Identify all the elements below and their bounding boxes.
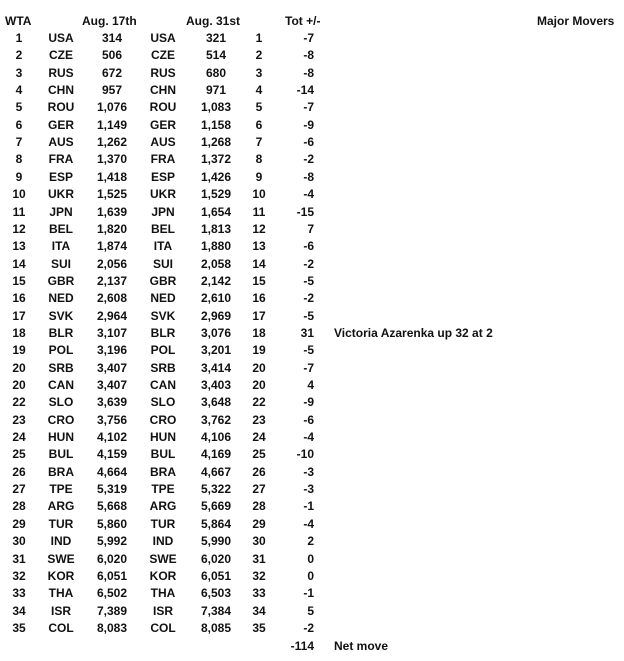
rank-aug31: 17 bbox=[252, 309, 266, 323]
rank-cell: 25 bbox=[12, 447, 26, 461]
points-aug17: 506 bbox=[101, 48, 123, 62]
country-aug17: HUN bbox=[48, 430, 74, 444]
total-change: -3 bbox=[303, 482, 314, 496]
rank-aug31: 30 bbox=[252, 534, 266, 548]
rank-aug31: 2 bbox=[255, 48, 263, 62]
rank-aug31: 1 bbox=[255, 31, 263, 45]
country-aug17: TUR bbox=[48, 517, 74, 531]
rank-cell: 8 bbox=[15, 152, 23, 166]
total-change: 0 bbox=[307, 569, 314, 583]
points-aug31: 6,051 bbox=[200, 569, 232, 583]
points-aug17: 1,418 bbox=[96, 170, 128, 184]
country-aug31: ITA bbox=[153, 239, 173, 253]
rank-cell: 27 bbox=[12, 482, 26, 496]
rank-aug31: 15 bbox=[252, 274, 266, 288]
country-aug31: TUR bbox=[150, 517, 176, 531]
points-aug31: 680 bbox=[205, 66, 227, 80]
rank-aug31: 11 bbox=[252, 205, 266, 219]
country-aug17: FRA bbox=[48, 152, 74, 166]
country-aug17: BLR bbox=[48, 326, 74, 340]
rank-aug31: 25 bbox=[252, 447, 266, 461]
total-change: -6 bbox=[303, 413, 314, 427]
country-aug17: UKR bbox=[48, 187, 74, 201]
points-aug17: 1,370 bbox=[96, 152, 128, 166]
country-aug17: SWE bbox=[47, 552, 75, 566]
total-change: -1 bbox=[303, 586, 314, 600]
rank-cell: 15 bbox=[12, 274, 26, 288]
total-change: -2 bbox=[303, 152, 314, 166]
points-aug17: 7,389 bbox=[96, 604, 128, 618]
points-aug31: 6,020 bbox=[200, 552, 232, 566]
points-aug17: 1,076 bbox=[96, 100, 128, 114]
country-aug17: BUL bbox=[48, 447, 74, 461]
country-aug31: HUN bbox=[150, 430, 176, 444]
points-aug17: 3,196 bbox=[96, 343, 128, 357]
points-aug17: 314 bbox=[101, 31, 123, 45]
points-aug31: 5,322 bbox=[200, 482, 232, 496]
points-aug31: 1,880 bbox=[200, 239, 232, 253]
country-aug17: CRO bbox=[47, 413, 75, 427]
rank-cell: 18 bbox=[12, 326, 26, 340]
country-aug31: SRB bbox=[150, 361, 176, 375]
points-aug31: 4,667 bbox=[200, 465, 232, 479]
rank-aug31: 4 bbox=[255, 83, 263, 97]
points-aug31: 3,414 bbox=[200, 361, 232, 375]
total-change: -1 bbox=[303, 499, 314, 513]
points-aug31: 2,610 bbox=[200, 291, 232, 305]
country-aug31: JPN bbox=[151, 205, 175, 219]
country-aug17: GER bbox=[47, 118, 74, 132]
rank-cell: 1 bbox=[15, 31, 23, 45]
country-aug17: RUS bbox=[48, 66, 74, 80]
points-aug31: 4,106 bbox=[200, 430, 232, 444]
points-aug31: 1,426 bbox=[200, 170, 232, 184]
points-aug31: 3,403 bbox=[200, 378, 232, 392]
rank-aug31: 16 bbox=[252, 291, 266, 305]
total-change: 7 bbox=[307, 222, 314, 236]
rank-aug31: 9 bbox=[255, 170, 263, 184]
rank-cell: 4 bbox=[15, 83, 23, 97]
rank-aug31: 28 bbox=[252, 499, 266, 513]
total-change: -6 bbox=[303, 239, 314, 253]
country-aug31: CRO bbox=[149, 413, 177, 427]
rank-cell: 2 bbox=[15, 48, 23, 62]
points-aug31: 5,990 bbox=[200, 534, 232, 548]
points-aug31: 4,169 bbox=[200, 447, 232, 461]
country-aug31: THA bbox=[150, 586, 176, 600]
points-aug17: 3,407 bbox=[96, 378, 128, 392]
rank-aug31: 31 bbox=[252, 552, 266, 566]
points-aug31: 1,268 bbox=[200, 135, 232, 149]
points-aug31: 514 bbox=[205, 48, 227, 62]
points-aug17: 3,756 bbox=[96, 413, 128, 427]
country-aug31: IND bbox=[152, 534, 174, 548]
rank-aug31: 33 bbox=[252, 586, 266, 600]
rank-cell: 35 bbox=[12, 621, 26, 635]
country-aug17: ARG bbox=[47, 499, 75, 513]
country-aug31: UKR bbox=[150, 187, 176, 201]
total-change: -14 bbox=[296, 83, 314, 97]
points-aug17: 1,525 bbox=[96, 187, 128, 201]
total-change: -5 bbox=[303, 343, 314, 357]
total-change: 31 bbox=[300, 326, 314, 340]
total-change: -8 bbox=[303, 170, 314, 184]
country-aug31: SVK bbox=[150, 309, 176, 323]
points-aug17: 5,860 bbox=[96, 517, 128, 531]
total-change: 4 bbox=[307, 378, 314, 392]
country-aug17: ESP bbox=[48, 170, 73, 184]
total-change: -6 bbox=[303, 135, 314, 149]
points-aug31: 3,201 bbox=[200, 343, 232, 357]
rank-cell: 10 bbox=[12, 187, 26, 201]
country-aug31: GBR bbox=[149, 274, 177, 288]
rank-cell: 3 bbox=[15, 66, 23, 80]
total-change: -3 bbox=[303, 465, 314, 479]
rank-cell: 19 bbox=[12, 343, 26, 357]
points-aug31: 2,142 bbox=[200, 274, 232, 288]
total-change: -7 bbox=[303, 361, 314, 375]
country-aug17: ROU bbox=[47, 100, 75, 114]
points-aug17: 6,502 bbox=[96, 586, 128, 600]
points-aug17: 1,874 bbox=[96, 239, 128, 253]
net-move-value: -114 bbox=[290, 639, 314, 653]
rank-cell: 20 bbox=[12, 378, 26, 392]
header-tot: Tot +/- bbox=[285, 14, 321, 28]
country-aug31: POL bbox=[150, 343, 176, 357]
country-aug31: KOR bbox=[149, 569, 177, 583]
country-aug31: BRA bbox=[150, 465, 176, 479]
country-aug31: COL bbox=[150, 621, 176, 635]
points-aug17: 3,107 bbox=[96, 326, 128, 340]
rank-aug31: 27 bbox=[252, 482, 266, 496]
rank-cell: 23 bbox=[12, 413, 26, 427]
country-aug17: USA bbox=[48, 31, 74, 45]
header-aug31: Aug. 31st bbox=[186, 14, 241, 28]
total-change: 2 bbox=[307, 534, 314, 548]
rank-aug31: 23 bbox=[252, 413, 266, 427]
points-aug17: 1,262 bbox=[96, 135, 128, 149]
points-aug31: 1,813 bbox=[200, 222, 232, 236]
rank-cell: 13 bbox=[12, 239, 26, 253]
points-aug17: 4,664 bbox=[96, 465, 128, 479]
rank-aug31: 5 bbox=[255, 100, 263, 114]
total-change: -5 bbox=[303, 274, 314, 288]
points-aug17: 672 bbox=[101, 66, 123, 80]
rank-cell: 31 bbox=[12, 552, 26, 566]
rank-aug31: 13 bbox=[252, 239, 266, 253]
total-change: -15 bbox=[296, 205, 314, 219]
total-change: -2 bbox=[303, 291, 314, 305]
country-aug17: GBR bbox=[47, 274, 75, 288]
rank-cell: 7 bbox=[15, 135, 23, 149]
rank-cell: 14 bbox=[12, 257, 26, 271]
points-aug31: 5,864 bbox=[200, 517, 232, 531]
country-aug17: SRB bbox=[48, 361, 74, 375]
total-change: -10 bbox=[296, 447, 314, 461]
rank-cell: 30 bbox=[12, 534, 26, 548]
points-aug17: 2,608 bbox=[96, 291, 128, 305]
points-aug17: 5,319 bbox=[96, 482, 128, 496]
rank-cell: 34 bbox=[12, 604, 26, 618]
country-aug31: RUS bbox=[150, 66, 176, 80]
rank-aug31: 12 bbox=[252, 222, 266, 236]
country-aug31: ARG bbox=[149, 499, 177, 513]
rank-cell: 29 bbox=[12, 517, 26, 531]
rank-cell: 17 bbox=[12, 309, 26, 323]
rank-cell: 20 bbox=[12, 361, 26, 375]
country-aug17: ITA bbox=[51, 239, 71, 253]
points-aug31: 1,083 bbox=[200, 100, 232, 114]
points-aug31: 2,969 bbox=[200, 309, 232, 323]
points-aug31: 1,529 bbox=[200, 187, 232, 201]
rank-aug31: 20 bbox=[252, 361, 266, 375]
points-aug31: 321 bbox=[205, 31, 227, 45]
rank-cell: 28 bbox=[12, 499, 26, 513]
rank-aug31: 35 bbox=[252, 621, 266, 635]
country-aug17: COL bbox=[48, 621, 74, 635]
rank-aug31: 20 bbox=[252, 378, 266, 392]
country-aug31: AUS bbox=[150, 135, 176, 149]
country-aug17: CHN bbox=[48, 83, 74, 97]
country-aug31: FRA bbox=[150, 152, 176, 166]
rank-aug31: 7 bbox=[255, 135, 263, 149]
rank-aug31: 18 bbox=[252, 326, 266, 340]
points-aug17: 1,639 bbox=[96, 205, 128, 219]
header-wta: WTA bbox=[5, 14, 32, 28]
total-change: -9 bbox=[303, 395, 314, 409]
rank-aug31: 10 bbox=[252, 187, 266, 201]
country-aug17: KOR bbox=[47, 569, 75, 583]
country-aug31: SLO bbox=[150, 395, 176, 409]
points-aug17: 1,149 bbox=[96, 118, 128, 132]
country-aug31: ISR bbox=[152, 604, 173, 618]
country-aug17: NED bbox=[48, 291, 74, 305]
country-aug31: SUI bbox=[152, 257, 173, 271]
country-aug17: TPE bbox=[49, 482, 73, 496]
country-aug31: GER bbox=[149, 118, 176, 132]
points-aug31: 5,669 bbox=[200, 499, 232, 513]
total-change: -7 bbox=[303, 31, 314, 45]
rank-aug31: 24 bbox=[252, 430, 266, 444]
points-aug17: 6,051 bbox=[96, 569, 128, 583]
country-aug31: CHN bbox=[150, 83, 176, 97]
points-aug31: 2,058 bbox=[200, 257, 232, 271]
major-mover-note: Victoria Azarenka up 32 at 2 bbox=[334, 326, 493, 340]
rank-cell: 22 bbox=[12, 395, 26, 409]
total-change: -5 bbox=[303, 309, 314, 323]
points-aug17: 3,639 bbox=[96, 395, 128, 409]
country-aug17: ISR bbox=[50, 604, 71, 618]
total-change: -4 bbox=[303, 517, 314, 531]
country-aug31: CAN bbox=[150, 378, 176, 392]
rank-cell: 24 bbox=[12, 430, 26, 444]
rank-aug31: 19 bbox=[252, 343, 266, 357]
country-aug31: TPE bbox=[151, 482, 175, 496]
points-aug17: 8,083 bbox=[96, 621, 128, 635]
points-aug31: 8,085 bbox=[200, 621, 232, 635]
rank-aug31: 3 bbox=[255, 66, 263, 80]
country-aug31: CZE bbox=[151, 48, 175, 62]
points-aug17: 3,407 bbox=[96, 361, 128, 375]
total-change: -4 bbox=[303, 430, 314, 444]
points-aug17: 5,668 bbox=[96, 499, 128, 513]
rank-aug31: 8 bbox=[255, 152, 263, 166]
country-aug17: SUI bbox=[50, 257, 71, 271]
rank-cell: 16 bbox=[12, 291, 26, 305]
rank-aug31: 6 bbox=[255, 118, 263, 132]
country-aug31: SWE bbox=[149, 552, 177, 566]
country-aug17: IND bbox=[50, 534, 72, 548]
total-change: -2 bbox=[303, 257, 314, 271]
country-aug31: NED bbox=[150, 291, 176, 305]
total-change: -7 bbox=[303, 100, 314, 114]
points-aug17: 1,820 bbox=[96, 222, 128, 236]
points-aug17: 2,964 bbox=[96, 309, 128, 323]
points-aug17: 4,102 bbox=[96, 430, 128, 444]
country-aug31: USA bbox=[150, 31, 176, 45]
rank-cell: 9 bbox=[15, 170, 23, 184]
total-change: -8 bbox=[303, 48, 314, 62]
points-aug31: 3,076 bbox=[200, 326, 232, 340]
points-aug31: 1,654 bbox=[200, 205, 232, 219]
country-aug31: ROU bbox=[149, 100, 177, 114]
rank-aug31: 22 bbox=[252, 395, 266, 409]
rank-aug31: 26 bbox=[252, 465, 266, 479]
rank-cell: 11 bbox=[12, 205, 26, 219]
rank-cell: 6 bbox=[15, 118, 23, 132]
points-aug31: 7,384 bbox=[200, 604, 232, 618]
country-aug17: CZE bbox=[49, 48, 73, 62]
rank-aug31: 34 bbox=[252, 604, 266, 618]
points-aug31: 971 bbox=[205, 83, 227, 97]
rank-cell: 32 bbox=[12, 569, 26, 583]
points-aug17: 6,020 bbox=[96, 552, 128, 566]
points-aug17: 2,137 bbox=[96, 274, 128, 288]
rank-cell: 5 bbox=[15, 100, 23, 114]
points-aug17: 2,056 bbox=[96, 257, 128, 271]
country-aug17: SVK bbox=[48, 309, 74, 323]
points-aug31: 1,372 bbox=[200, 152, 232, 166]
points-aug31: 6,503 bbox=[200, 586, 232, 600]
country-aug17: AUS bbox=[48, 135, 74, 149]
country-aug31: BUL bbox=[150, 447, 176, 461]
country-aug17: JPN bbox=[49, 205, 73, 219]
rank-cell: 33 bbox=[12, 586, 26, 600]
points-aug17: 4,159 bbox=[96, 447, 128, 461]
total-change: -8 bbox=[303, 66, 314, 80]
net-move-label: Net move bbox=[334, 639, 389, 653]
country-aug17: BEL bbox=[49, 222, 73, 236]
rank-aug31: 32 bbox=[252, 569, 266, 583]
rank-cell: 26 bbox=[12, 465, 26, 479]
country-aug17: POL bbox=[48, 343, 74, 357]
points-aug17: 5,992 bbox=[96, 534, 128, 548]
total-change: -9 bbox=[303, 118, 314, 132]
points-aug31: 1,158 bbox=[200, 118, 232, 132]
country-aug17: SLO bbox=[48, 395, 74, 409]
header-major-movers: Major Movers bbox=[537, 14, 615, 28]
country-aug31: BEL bbox=[151, 222, 175, 236]
rank-cell: 12 bbox=[12, 222, 26, 236]
country-aug17: THA bbox=[48, 586, 74, 600]
country-aug17: CAN bbox=[48, 378, 74, 392]
country-aug31: BLR bbox=[150, 326, 176, 340]
rank-aug31: 14 bbox=[252, 257, 266, 271]
points-aug31: 3,648 bbox=[200, 395, 232, 409]
total-change: -4 bbox=[303, 187, 314, 201]
total-change: -2 bbox=[303, 621, 314, 635]
total-change: 0 bbox=[307, 552, 314, 566]
rank-aug31: 29 bbox=[252, 517, 266, 531]
points-aug17: 957 bbox=[101, 83, 123, 97]
header-aug17: Aug. 17th bbox=[82, 14, 137, 28]
total-change: 5 bbox=[307, 604, 314, 618]
country-aug17: BRA bbox=[48, 465, 74, 479]
points-aug31: 3,762 bbox=[200, 413, 232, 427]
country-aug31: ESP bbox=[150, 170, 175, 184]
